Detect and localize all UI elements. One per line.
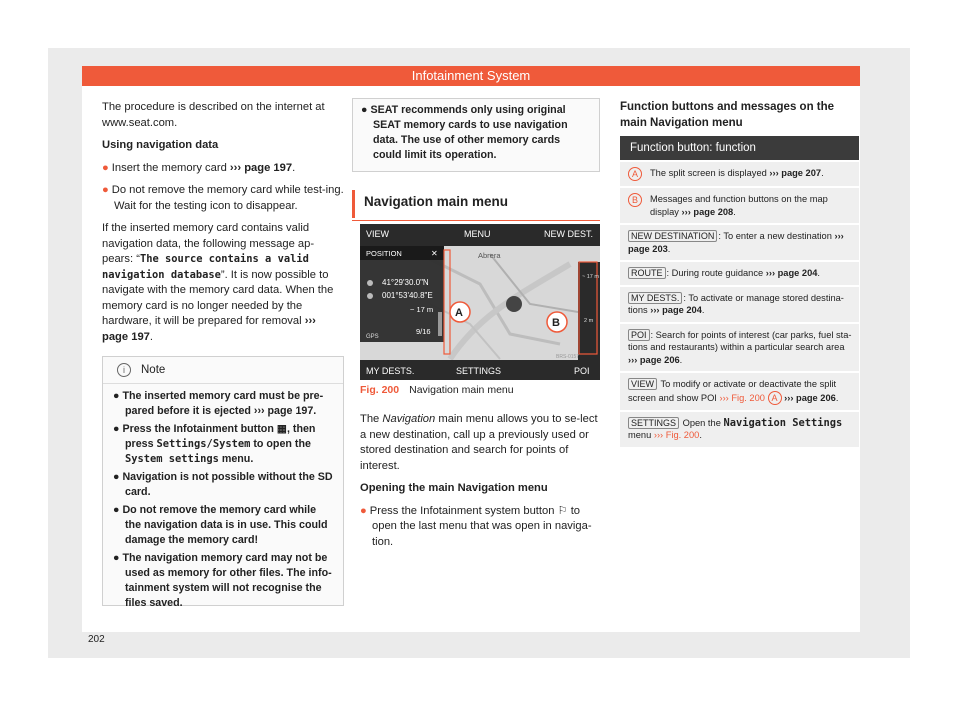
table-row: MY DESTS. : To activate or manage stored destina-tions ››› page 204. <box>620 287 859 322</box>
page-number: 202 <box>88 634 105 645</box>
settings-key: SETTINGS <box>628 417 679 429</box>
function-table <box>620 136 859 449</box>
screen-view-button[interactable]: VIEW <box>366 229 390 239</box>
gps-label: GPS <box>366 334 379 340</box>
manual-page <box>82 66 860 632</box>
navigation-screen-svg <box>360 224 600 380</box>
scale-label: ~ 17 m <box>582 274 599 280</box>
middle-text <box>360 412 600 557</box>
navigation-menu-paragraph: The Navigation main menu allows you to se-lect a new destination, call up a previously used or stored destination and search for points of interest. <box>360 413 598 472</box>
intro-text: The procedure is described on the internet at www.seat.com. <box>102 101 325 129</box>
screen-poi-button[interactable]: POI <box>574 366 590 376</box>
route-key: ROUTE <box>628 267 666 279</box>
navigation-screen-figure <box>360 224 600 380</box>
bullet-dot: ● <box>102 161 109 174</box>
section-accent-bar <box>352 190 355 218</box>
gps-count: 9/16 <box>416 327 431 336</box>
opening-heading: Opening the main Navigation menu <box>360 482 548 494</box>
message-text: The source contains a valid navigation database <box>102 253 309 281</box>
screen-my-dests-button[interactable]: MY DESTS. <box>366 366 415 376</box>
note-box <box>102 356 344 609</box>
note-bullet: ● The inserted memory card must be pre-pared before it is ejected ››› page 197. <box>113 390 324 417</box>
left-column <box>102 100 344 352</box>
new-destination-key: NEW DESTINATION <box>628 230 717 242</box>
info-icon: i <box>117 363 131 377</box>
flag-icon: ⚐ <box>557 504 568 517</box>
table-header: Function button: function <box>620 136 859 160</box>
page-link[interactable]: ››› page 197 <box>102 315 316 343</box>
close-icon[interactable]: ✕ <box>431 249 438 258</box>
note-header: i Note <box>103 357 343 384</box>
table-row: B Messages and function buttons on the map display ››› page 208. <box>620 188 859 223</box>
page-link[interactable]: ››› page 197 <box>229 161 293 174</box>
screen-menu-button[interactable]: MENU <box>464 229 491 239</box>
note-bullet: ● The navigation memory card may not be used as memory for other files. The info-tainment system will not recognise the files saved. <box>113 552 332 609</box>
table-row: ROUTE : During route guidance ››› page 204. <box>620 262 859 285</box>
infotainment-button-icon: ▦ <box>276 423 287 435</box>
my-dests-key: MY DESTS. <box>628 292 682 304</box>
altitude-value: ~ 17 m <box>410 305 434 314</box>
bullet-dot: ● <box>102 184 109 196</box>
zoom-label: 2 m <box>584 318 594 324</box>
note-bullet: ● Do not remove the memory card while the navigation data is in use. This could damage the memory card! <box>113 504 328 546</box>
table-row: A The split screen is displayed ››› page 207. <box>620 162 859 186</box>
bullet-do-not-remove: ● Do not remove the memory card while test-ing. Wait for the testing icon to disappear. <box>102 184 344 212</box>
longitude-value: 001°53'40.8"E <box>382 291 433 300</box>
screen-settings-button[interactable]: SETTINGS <box>456 366 502 376</box>
screen-new-dest-button[interactable]: NEW DEST. <box>544 229 594 239</box>
note-bullet: ● Press the Infotainment button ▦, then press Settings/System to open the System settings menu. <box>113 423 316 465</box>
map-town-label: Abrera <box>478 251 501 260</box>
note-body <box>103 384 343 611</box>
bullet-press: ● Press the Infotainment system button ⚐ to open the last menu that was open in naviga-tion. <box>360 504 592 548</box>
table-row: POI : Search for points of interest (car parks, fuel sta-tions and restaurants) within a particular search area ››› page 206. <box>620 324 859 372</box>
page-header: Infotainment System <box>82 66 860 86</box>
position-title: POSITION <box>366 249 402 258</box>
table-row: NEW DESTINATION : To enter a new destination ››› page 203. <box>620 225 859 260</box>
table-heading: Function buttons and messages on the main Navigation menu <box>620 101 835 129</box>
using-heading: Using navigation data <box>102 139 219 151</box>
bullet-insert: ● Insert the memory card ››› page 197. <box>102 161 296 174</box>
figure-caption: Fig. 200 Navigation main menu <box>360 384 514 396</box>
poi-key: POI <box>628 329 650 341</box>
table-row: VIEW To modify or activate or deactivate the split screen and show POI ››› Fig. 200 A ››› page 206. <box>620 373 859 410</box>
view-key: VIEW <box>628 378 657 390</box>
table-row: SETTINGS Open the Navigation Settings menu ››› Fig. 200. <box>620 412 859 447</box>
latitude-value: 41°29'30.0"N <box>382 278 429 287</box>
callout-a: A <box>455 307 463 319</box>
callout-b: B <box>552 317 560 329</box>
figure-code: BRS-0157 <box>556 354 580 360</box>
section-heading: Navigation main menu <box>352 186 600 221</box>
valid-data-paragraph: If the inserted memory card contains valid navigation data, the following message ap-pears: “The source contains a valid navigation database”. It is now possible to navigate with the memory card data. When the memory card is no longer needed by the hardware, it will be prepared for removal ››› page 197. <box>102 222 334 343</box>
tip-box: ● SEAT recommends only using original SEAT memory cards to use navigation data. The use of other memory cards could limit its operation. <box>352 98 600 172</box>
note-bullet: ● Navigation is not possible without the SD card. <box>113 471 333 498</box>
